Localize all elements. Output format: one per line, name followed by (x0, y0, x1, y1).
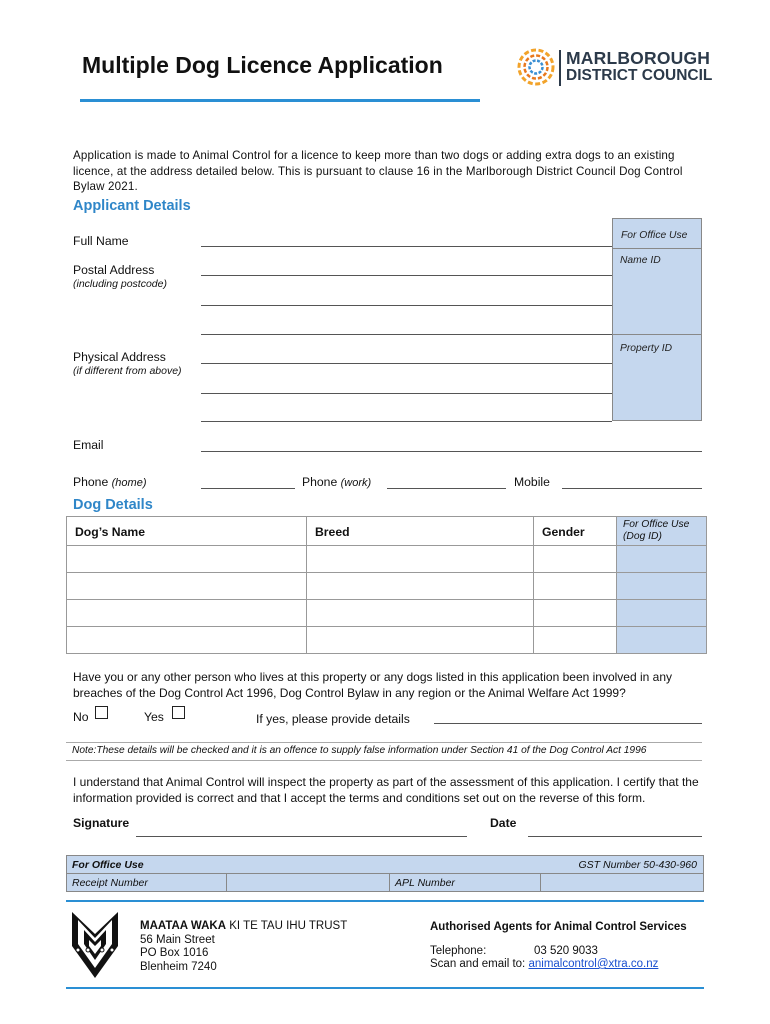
office-use-label: For Office Use (621, 230, 688, 241)
phone-home-label: Phone (home) (73, 475, 147, 489)
phone-home-field[interactable] (201, 488, 295, 489)
column-header: Dog’s Name (67, 517, 307, 546)
apl-number-label: APL Number (395, 876, 455, 889)
footer-top-rule (66, 900, 704, 902)
postal-address-field-3[interactable] (201, 334, 612, 335)
agents-info (430, 921, 687, 972)
email-label: Email (73, 438, 104, 452)
table-row (67, 546, 707, 573)
office-use-row (67, 874, 704, 892)
agents-heading: Authorised Agents for Animal Control Services (430, 921, 687, 933)
maataa-waka-logo-icon (70, 910, 120, 980)
email-line: Scan and email to: animalcontrol@xtra.co.nz (430, 958, 659, 970)
dog-id-cell (617, 546, 707, 573)
gender-cell[interactable] (534, 546, 617, 573)
phone-work-label: Phone (work) (302, 475, 372, 489)
signature-label: Signature (73, 816, 130, 830)
full-name-label: Full Name (73, 234, 129, 248)
physical-address-label: Physical Address (73, 350, 166, 364)
gst-number: GST Number 50-430-960 (578, 858, 697, 871)
physical-address-field-1[interactable] (201, 363, 612, 364)
table-header-row (67, 517, 707, 546)
page-title: Multiple Dog Licence Application (82, 52, 443, 78)
details-label: If yes, please provide details (256, 712, 410, 726)
physical-address-field-3[interactable] (201, 421, 612, 422)
gender-cell[interactable] (534, 600, 617, 627)
gender-cell[interactable] (534, 627, 617, 654)
date-label: Date (490, 816, 517, 830)
note-divider (66, 742, 702, 743)
receipt-number-field (227, 874, 390, 892)
breed-cell[interactable] (307, 627, 534, 654)
full-name-field[interactable] (201, 246, 612, 247)
office-use-header: For Office Use GST Number 50-430-960 (67, 856, 704, 874)
details-field[interactable] (434, 723, 702, 724)
footer-bottom-rule (66, 987, 704, 989)
office-use-header-row (67, 856, 704, 874)
breed-cell[interactable] (307, 573, 534, 600)
declaration-text: I understand that Animal Control will inspect the property as part of the assessment of this application. I certify that the information provided is correct and that I accept the terms and conditions set out on the reverse of this form. (73, 775, 699, 805)
mobile-field[interactable] (562, 488, 702, 489)
signature-field[interactable] (136, 836, 467, 837)
gender-cell[interactable] (534, 573, 617, 600)
receipt-number-label: Receipt Number (67, 874, 227, 892)
dog-details-table (66, 516, 707, 654)
no-label: No (73, 710, 89, 724)
no-checkbox[interactable] (95, 706, 108, 719)
name-id-label: Name ID (620, 255, 661, 266)
applicant-details-heading: Applicant Details (73, 198, 191, 214)
office-use-column-header: For Office Use (Dog ID) (617, 517, 707, 546)
note-divider-bottom (66, 760, 702, 761)
email-link[interactable]: animalcontrol@xtra.co.nz (528, 958, 659, 970)
telephone-line: Telephone: 03 520 9033 (430, 944, 598, 957)
dog-id-cell (617, 573, 707, 600)
mobile-label: Mobile (514, 475, 550, 489)
council-name: MARLBOROUGH DISTRICT COUNCIL (566, 48, 713, 84)
yes-checkbox[interactable] (172, 706, 185, 719)
breed-cell[interactable] (307, 546, 534, 573)
dog-id-cell (617, 600, 707, 627)
trust-name: MAATAA WAKA KI TE TAU IHU TRUST (140, 920, 348, 932)
postal-address-hint: (including postcode) (73, 278, 167, 290)
physical-address-hint: (if different from above) (73, 365, 182, 377)
office-use-box (612, 218, 702, 421)
table-row (67, 627, 707, 654)
dog-details-heading: Dog Details (73, 497, 153, 513)
postal-address-label: Postal Address (73, 263, 155, 277)
property-id-label: Property ID (620, 343, 673, 354)
column-header: Gender (534, 517, 617, 546)
dog-name-cell[interactable] (67, 546, 307, 573)
email-field[interactable] (201, 451, 702, 452)
trust-address: MAATAA WAKA KI TE TAU IHU TRUST 56 Main Street PO Box 1016 Blenheim 7240 (140, 920, 348, 973)
apl-number-cell (390, 874, 704, 892)
sun-ring-logo-icon (516, 46, 556, 88)
office-use-table (66, 855, 704, 892)
phone-work-field[interactable] (387, 488, 506, 489)
note-text: Note:These details will be checked and it is an offence to supply false information under Section 41 of the Dog Control Act 1996 (72, 745, 647, 756)
column-header: Breed (307, 517, 534, 546)
breed-cell[interactable] (307, 600, 534, 627)
dog-name-cell[interactable] (67, 627, 307, 654)
date-field[interactable] (528, 836, 702, 837)
table-row (67, 600, 707, 627)
dog-name-cell[interactable] (67, 573, 307, 600)
table-row (67, 573, 707, 600)
breach-question: Have you or any other person who lives at this property or any dogs listed in this application been involved in any breaches of the Dog Control Act 1996, Dog Control Bylaw in any region or the Animal Welfare Act 1999? (73, 670, 673, 700)
physical-address-field-2[interactable] (201, 393, 612, 394)
yes-label: Yes (144, 710, 164, 724)
postal-address-field-2[interactable] (201, 305, 612, 306)
intro-paragraph: Application is made to Animal Control for a licence to keep more than two dogs or adding extra dogs to an existing licence, at the address detailed below. This is pursuant to clause 16 in the Marlborough District Council Dog Control Bylaw 2021. (73, 149, 683, 193)
dog-name-cell[interactable] (67, 600, 307, 627)
logo-divider (559, 50, 561, 86)
title-underline (80, 99, 480, 102)
postal-address-field-1[interactable] (201, 275, 612, 276)
dog-id-cell (617, 627, 707, 654)
